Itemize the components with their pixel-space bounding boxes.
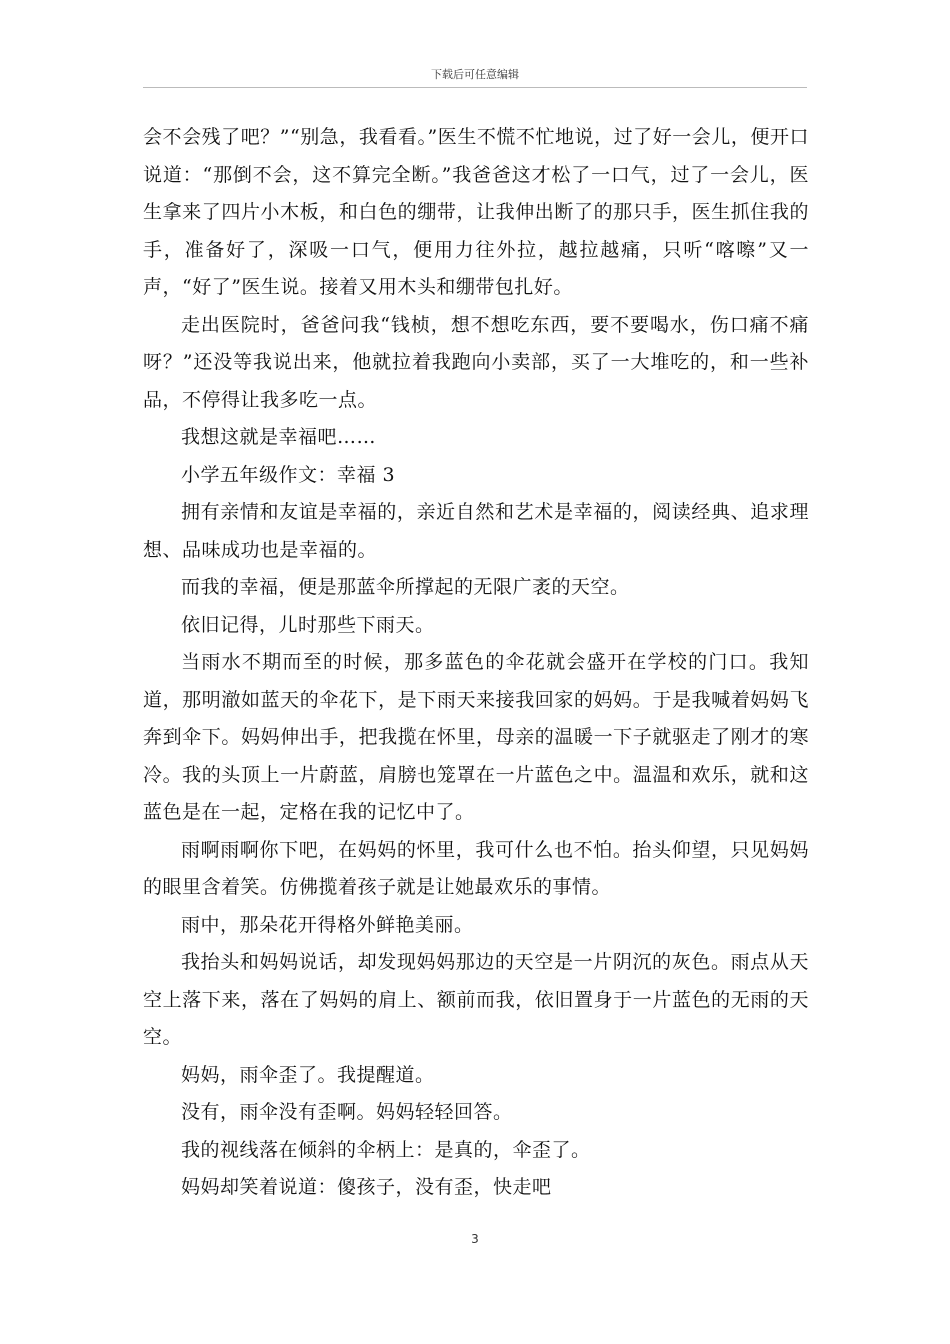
paragraph-1: 会不会残了吧？”“别急，我看看。”医生不慌不忙地说，过了好一会儿，便开口说道：“那倒不会，这不算完全断。”我爸爸这才松了一口气，过了一会儿，医生拿来了四片小木板，和白色的绷带，让我伸出断了的那只手，医生抓住我的手，准备好了，深吸一口气，便用力往外拉，越拉越痛，只听“喀嚓”又一声，“好了”医生说。接着又用木头和绷带包扎好。 <box>143 126 809 298</box>
paragraph-9: 雨啊雨啊你下吧，在妈妈的怀里，我可什么也不怕。抬头仰望，只见妈妈的眼里含着笑。仿佛揽着孩子就是让她最欢乐的事情。 <box>143 838 809 898</box>
paragraph-6: 而我的幸福，便是那蓝伞所撑起的无限广袤的天空。 <box>181 576 630 598</box>
paragraph-2: 走出医院时，爸爸问我“钱桢，想不想吃东西，要不要喝水，伤口痛不痛呀？”还没等我说出来，他就拉着我跑向小卖部，买了一大堆吃的，和一些补品，不停得让我多吃一点。 <box>143 313 809 411</box>
paragraph-5: 拥有亲情和友谊是幸福的，亲近自然和艺术是幸福的，阅读经典、追求理想、品味成功也是幸福的。 <box>143 501 809 561</box>
paragraph-3: 我想这就是幸福吧…… <box>181 426 377 448</box>
paragraph-15: 妈妈却笑着说道：傻孩子，没有歪，快走吧 <box>181 1176 552 1198</box>
header-rule <box>143 87 807 88</box>
page-number: 3 <box>471 1232 479 1246</box>
section-heading: 小学五年级作文：幸福 3 <box>181 463 396 486</box>
paragraph-11: 我抬头和妈妈说话，却发现妈妈那边的天空是一片阴沉的灰色。雨点从天空上落下来，落在了妈妈的肩上、额前而我，依旧置身于一片蓝色的无雨的天空。 <box>143 951 809 1048</box>
document-body <box>143 119 809 1207</box>
paragraph-10: 雨中，那朵花开得格外鲜艳美丽。 <box>181 913 474 936</box>
paragraph-13: 没有，雨伞没有歪啊。妈妈轻轻回答。 <box>181 1101 513 1123</box>
paragraph-8: 当雨水不期而至的时候，那多蓝色的伞花就会盛开在学校的门口。我知道，那明澈如蓝天的伞花下，是下雨天来接我回家的妈妈。于是我喊着妈妈飞奔到伞下。妈妈伸出手，把我揽在怀里，母亲的温暖一下子就驱走了刚才的寒冷。我的头顶上一片蔚蓝，肩膀也笼罩在一片蓝色之中。温温和欢乐，就和这蓝色是在一起，定格在我的记忆中了。 <box>143 651 809 823</box>
page-header: 下载后可任意编辑 <box>431 68 519 81</box>
paragraph-12: 妈妈，雨伞歪了。我提醒道。 <box>181 1063 435 1086</box>
paragraph-7: 依旧记得，儿时那些下雨天。 <box>181 613 435 636</box>
paragraph-14: 我的视线落在倾斜的伞柄上：是真的，伞歪了。 <box>181 1138 591 1161</box>
